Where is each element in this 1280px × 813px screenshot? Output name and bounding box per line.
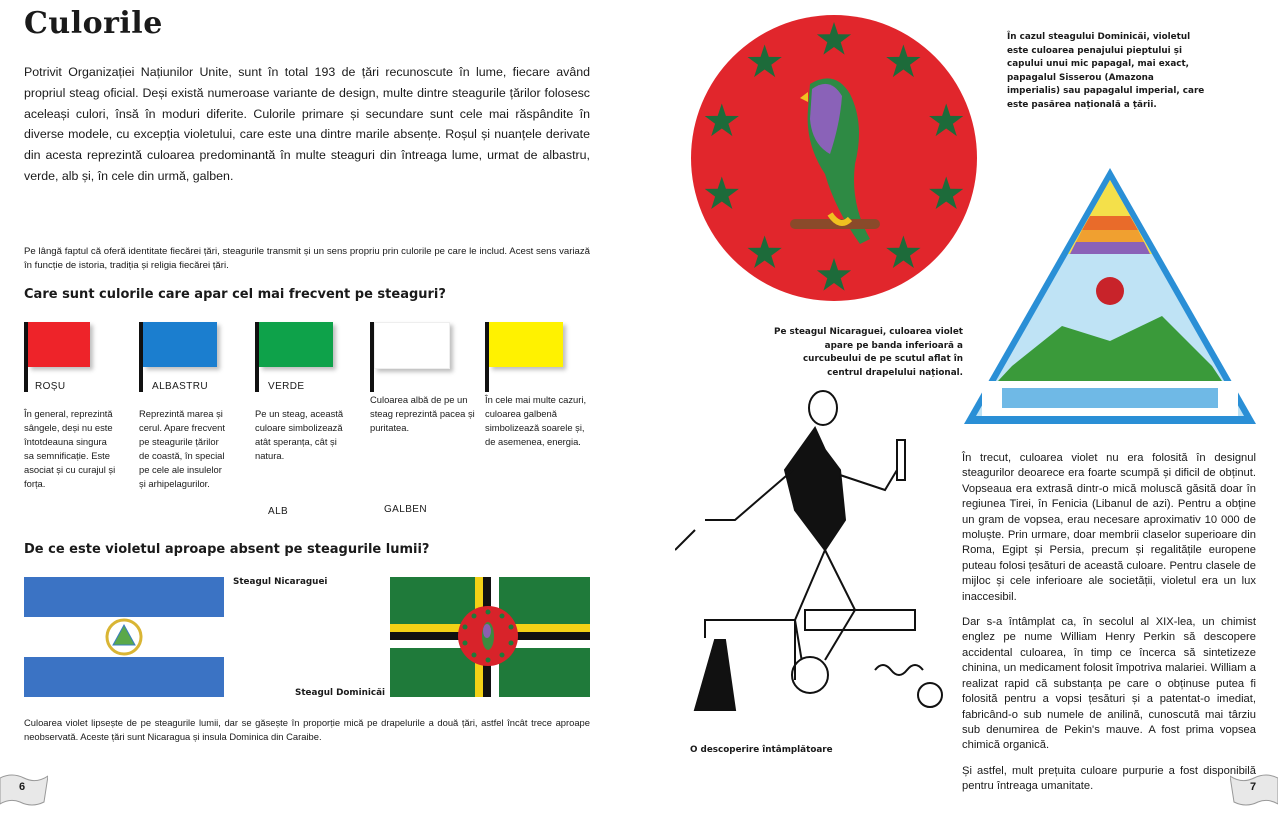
violet-absent-paragraph: Culoarea violet lipsește de pe steagurile lumii, dar se găsește în proporție mică pe drapelurile a două țări, astfel încât trece aproape neobservată. Aceste țări sunt Nicaragua și insula Dominica din Caraibe. — [24, 717, 590, 742]
color-label-red: ROȘU — [35, 381, 66, 392]
color-desc-red: În general, reprezintă sângele, deși nu este întotdeauna singura sa semnificație. Este asociat și cu curajul și forța. — [24, 408, 116, 489]
history-paragraph-3: Și astfel, mult prețuita culoare purpurie a fost disponibilă pentru întreaga umanitate. — [962, 764, 1256, 793]
nicaragua-triangle-illustration — [962, 166, 1258, 426]
history-text — [962, 451, 1256, 805]
color-label-green: VERDE — [268, 381, 305, 392]
nicaragua-flag — [24, 577, 224, 697]
swatch-yellow — [489, 322, 563, 367]
dominica-flag — [390, 577, 590, 697]
scientist-illustration — [675, 380, 945, 740]
color-desc-white: Culoarea albă de pe un steag reprezintă pacea și puritatea. — [370, 394, 475, 433]
heading-common-colors: Care sunt culorile care apar cel mai frecvent pe steaguri? — [24, 287, 446, 302]
dominica-emblem-caption: În cazul steagului Dominicăi, violetul este culoarea penajului pieptului și capului unui mic papagal, mai exact, papagalul Sisserou (Amazona imperialis) sau papagalul imperial, care este pasărea națională a țării. — [1007, 32, 1205, 110]
history-paragraph-2: Dar s-a întâmplat ca, în secolul al XIX-lea, un chimist englez pe nume William Henry Perkin să descopere accidental culoarea, în timp ce încerca să sintetizeze chinina, un medicament folosit împotriva malariei. William a realizat rapid că substanța pe care o obținuse putea fi folosită pentru a vopsi țesături și a patentat-o imediat, fabricând-o sub numele de anilină, cunoscută mai târziu sub denumirea de Pekin's mauve. A fost prima vopsea chimică organică. — [962, 616, 1256, 752]
page-number-right: 7 — [1250, 781, 1257, 793]
page-number-left: 6 — [19, 781, 26, 793]
dominica-emblem-illustration — [690, 14, 978, 302]
illustration-caption: O descoperire întâmplătoare — [690, 745, 833, 755]
color-label-blue: ALBASTRU — [152, 381, 208, 392]
swatch-blue — [143, 322, 217, 367]
swatch-white — [374, 322, 450, 369]
color-label-yellow: GALBEN — [384, 504, 427, 515]
swatch-green — [259, 322, 333, 367]
swatch-red — [28, 322, 90, 367]
subintro-paragraph: Pe lângă faptul că oferă identitate fiecărei țări, steagurile transmit și un sens propriu prin culorile pe care le includ. Acest sens variază în funcție de istoria, tradiția și religia fiecărei țări. — [24, 246, 590, 271]
history-paragraph-1: În trecut, culoarea violet nu era folosită în designul steagurilor deoarece era foarte scumpă și dificil de obținut. Vopseaua era extrasă dintr-o mică moluscă găsită doar în regiunea Tirei, în Fenicia (Libanul de azi). Pentru a obține un gram de vopsea, erau necesare aproximativ 10 000 de moluște. Prin urmare, doar membrii claselor superioare din Roma, Egipt și Persia, precum și regalitățile europene puteau folosi țesături de această culoare. Pentru clasele de mijloc și cele inferioare ale societății, violetul era un lux inaccesibil. — [962, 452, 1256, 603]
intro-paragraph: Potrivit Organizației Națiunilor Unite, sunt în total 193 de țări recunoscute în lume, fiecare având propriul steag oficial. Deși există numeroase variante de design, multe dintre steagurile țărilor folosesc aceleași culori, însă în moduri diferite. Culorile primare și secundare sunt cele mai răspândite în diverse modele, cu excepția violetului, care este una dintre marile absențe. Roșul și nuanțele derivate din acesta reprezintă culoarea predominantă în multe steaguri din întreaga lume, urmat de albastru, verde, alb și, în cele din urmă, galben. — [24, 65, 590, 183]
nicaragua-triangle-caption: Pe steagul Nicaraguei, culoarea violet apare pe banda inferioară a curcubeului de pe scutul aflat în centrul drapelului național. — [774, 327, 963, 378]
nicaragua-flag-label: Steagul Nicaraguei — [233, 577, 328, 587]
page-title: Culorile — [24, 6, 163, 41]
heading-violet-absent: De ce este violetul aproape absent pe steagurile lumii? — [24, 542, 430, 557]
dominica-flag-label: Steagul Dominicăi — [295, 688, 386, 698]
color-label-white: ALB — [268, 506, 289, 517]
color-desc-yellow: În cele mai multe cazuri, culoarea galbenă simbolizează soarele și, de asemenea, energia. — [485, 394, 587, 447]
color-desc-blue: Reprezintă marea și cerul. Apare frecvent pe steagurile țărilor de coastă, în special pe cele ale insulelor și arhipelagurilor. — [139, 408, 225, 489]
color-desc-green: Pe un steag, această culoare simbolizează atât speranța, cât și natura. — [255, 408, 344, 461]
